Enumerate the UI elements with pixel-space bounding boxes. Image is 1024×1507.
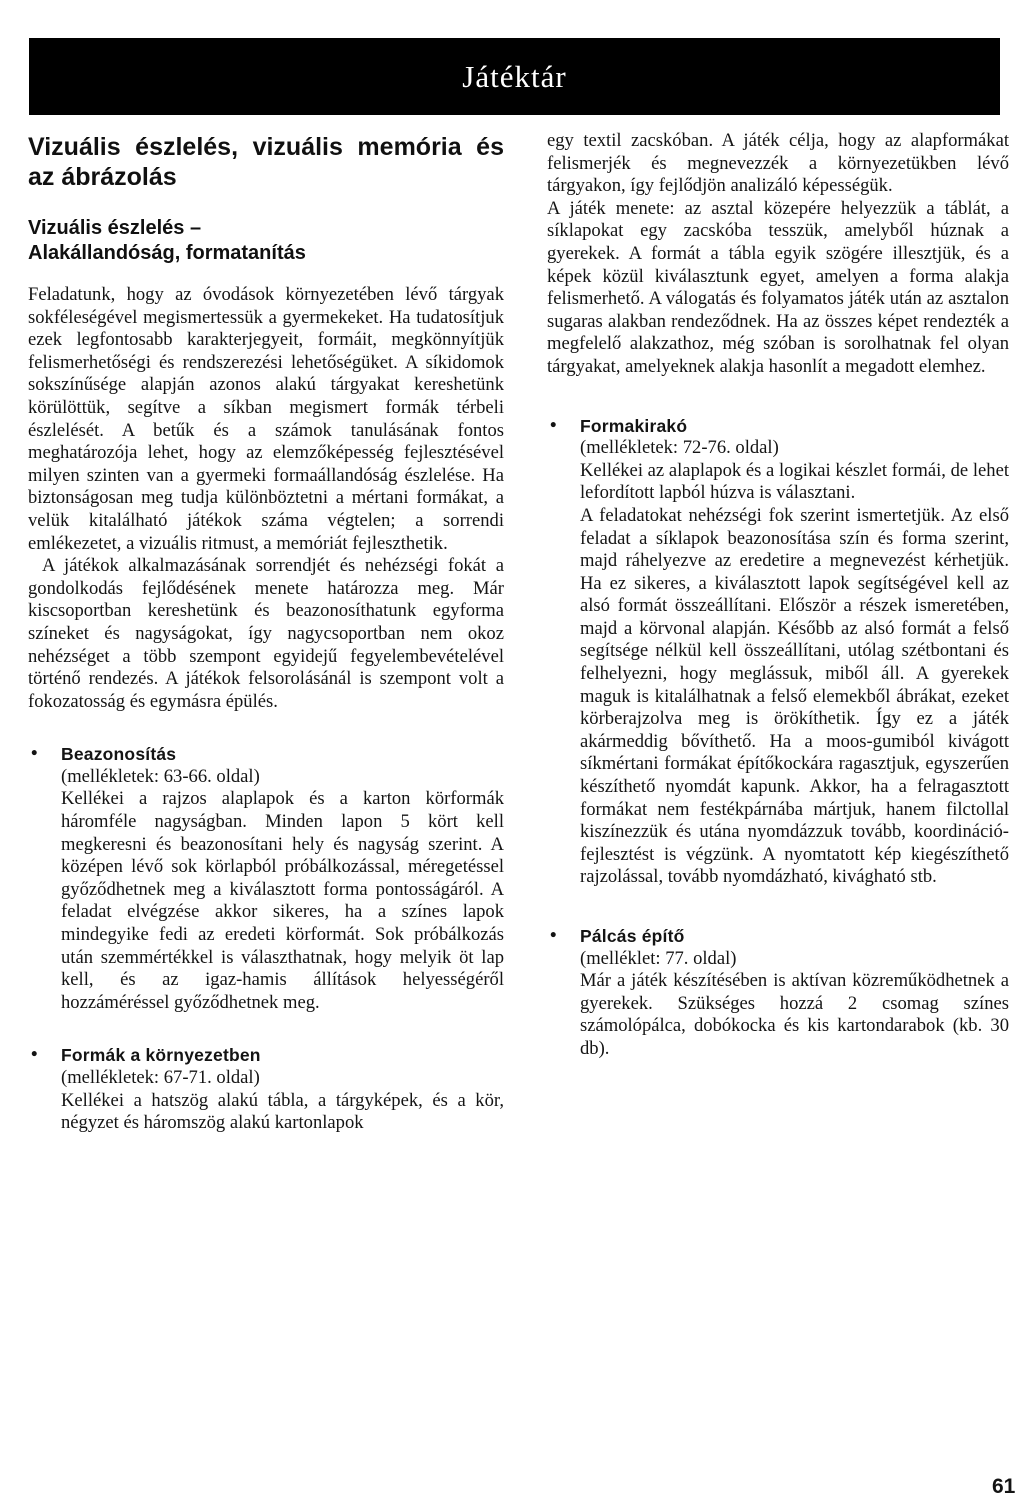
game-item-beazonositas [28,743,504,1014]
right-column [547,130,1009,1061]
order-paragraph: A játékok alkalmazásának sorrendjét és nehézségi fokát a gondolkodás fejlődésének menete határozza meg. Már kiscsoportban kereshetünk és beazonosíthatunk egyforma színeket és nagyságokat, így nagycsoportban nem okoz nehézséget a több szempont egyidejű fegyelembevételével történő rendezés. A játékok felsorolásánál is szempont volt a fokozatosság és egymásra épülés. [28,555,504,712]
game-name: Formakirakó [580,415,688,436]
game-name: Formák a környezetben [61,1045,261,1066]
game-description: Kellékei az alaplapok és a logikai készlet formái, de lehet lefordított lapból húzva is választani. [580,459,1009,504]
page-number: 61 [992,1475,1016,1498]
game-item-formak-a-kornyezetben [28,1044,504,1134]
subsection-title [28,216,504,266]
game-description: Kellékei a hatszög alakú tábla, a tárgyképek, és a kör, négyzet és háromszög alakú kartonlapok [61,1089,504,1134]
game-description-tasks: A feladatokat nehézségi fok szerint ismertetjük. Az első feladat a síklapok beazonosítása szín és forma szerint, majd ráhelyezve az eredetire a megnevezést kérhetjük. Ha ez sikeres, a kiválasztott lapok segítségével kell az alsó formát összeállítani. Először a részek ismeretében, majd a körvonal alapján. Később az alsó formát a felső segítsége nélkül kell összeállítani, utólag szétbontani és felhelyezni, hogy meglássuk, miből áll. A gyerekek maguk is kitalálhatnak a felső elemekből ábrákat, ezeket körberajzolva meg is örökíthetik. Így ez a játék akármeddig bővíthető. Ha a moos-gumiból kivágott síkmértani formákat építőkockára ragasztjuk, egyszerűen készíthető nyomdát kapunk. Akkor, ha a felragasztott formákat nem festékpárnába mártjuk, hanem filctollal kiszínezzük és utána nyomdázzuk tovább, koordináció-fejlesztést is végzünk. A nyomtatott kép kiegészíthető rajzolással, tovább nyomdázható, kivágható stb. [580,504,1009,888]
game-description: Kellékei a rajzos alaplapok és a karton körformák háromféle nagyságban. Minden lapon 5 kört kell megkeresni és beazonosítani hely és nagyság szerint. A középen lévő sok körlapból próbálkozással, méregetéssel győződhetnek meg a kiválasztott forma pontosságáról. A feladat elvégzése akkor sikeres, ha a színes lapok mindegyike fedi az eredeti körformát. Sok próbálkozás után szemmértékkel is választhatnak, hogy melyik öt lap kell, és az igaz-hamis állítások helyességéről hozzáméréssel győződhetnek meg. [61,788,504,1013]
game-steps-paragraph: A játék menete: az asztal közepére helyezzük a táblát, a síklapokat egy zacskóba tesszük, amelyből húznak a gyerekek. A formát a tábla egyik szögére illesztjük, és a képek közül kiválasztunk egyet, amelyen a forma alakja felismerhető. A válogatás és folyamatos játék után az asztalon sugaras alakban rendeződnek. Ha az összes képet rendezték a megfelelő alakzathoz, még szóban is sorolhatnak fel olyan tárgyakat, amelyeknek alakja hasonlít a megadott elemhez. [547,197,1009,377]
game-reference: (melléklet: 77. oldal) [580,947,737,969]
game-reference: (mellékletek: 72-76. oldal) [580,437,779,459]
subsection-title-line2: Alakállandóság, formatanítás [28,242,306,264]
game-description: Már a játék készítésében is aktívan közreműködhetnek a gyerekek. Szükséges hozzá 2 csomag színes számolópálca, dobókocka és kis kartondarabok (kb. 30 db). [580,970,1009,1059]
bullet-icon: • [31,743,38,765]
bullet-icon: • [31,1044,38,1066]
page-header-title: Játéktár [462,58,567,94]
section-title: Vizuális észlelés, vizuális memória és az ábrázolás [28,133,504,191]
bullet-icon: • [550,925,557,946]
game-reference: (mellékletek: 63-66. oldal) [61,765,260,787]
game-name: Beazonosítás [61,744,177,765]
header-banner [29,38,1000,115]
game-name: Pálcás építő [580,926,685,946]
bullet-icon: • [550,414,557,436]
game-reference: (mellékletek: 67-71. oldal) [61,1067,260,1088]
continued-paragraph: egy textil zacskóban. A játék célja, hogy az alapformákat felismerjék és megnevezzék a környezetükben lévő tárgyakon, így fejlődjön analizáló képességük. [547,130,1009,197]
left-column [28,130,504,1135]
subsection-title-line1: Vizuális észlelés – [28,217,202,239]
game-item-formakirako [547,415,1009,889]
game-item-palcas-epito [547,925,1009,1061]
intro-paragraph: Feladatunk, hogy az óvodások környezetében lévő tárgyak sokféleségével megismertessük a gyermekeket. Ha tudatosítjuk ezek legfontosabb karakterjegyeit, formáit, megkönnyítjük felismerhetőségi és rendszerezési lehetőségüket. A síkidomok sokszínűsége alapján azonos alakú tárgyakat kereshetünk körülöttük, segítve a síkban megismert formák térbeli észlelését. A betűk és a számok tanulásának fontos meghatározója lehet, hogy az elemzőképesség fejlesztésével milyen szinten van a gyermeki formaállandóság észlelése. Ha biztonságosan meg tudja különböztetni a mértani formákat, a velük kitalálható játékok száma végtelen; a sorrendi emlékezetet, a vizuális ritmust, a memóriát fejleszthetik. [28,284,504,554]
